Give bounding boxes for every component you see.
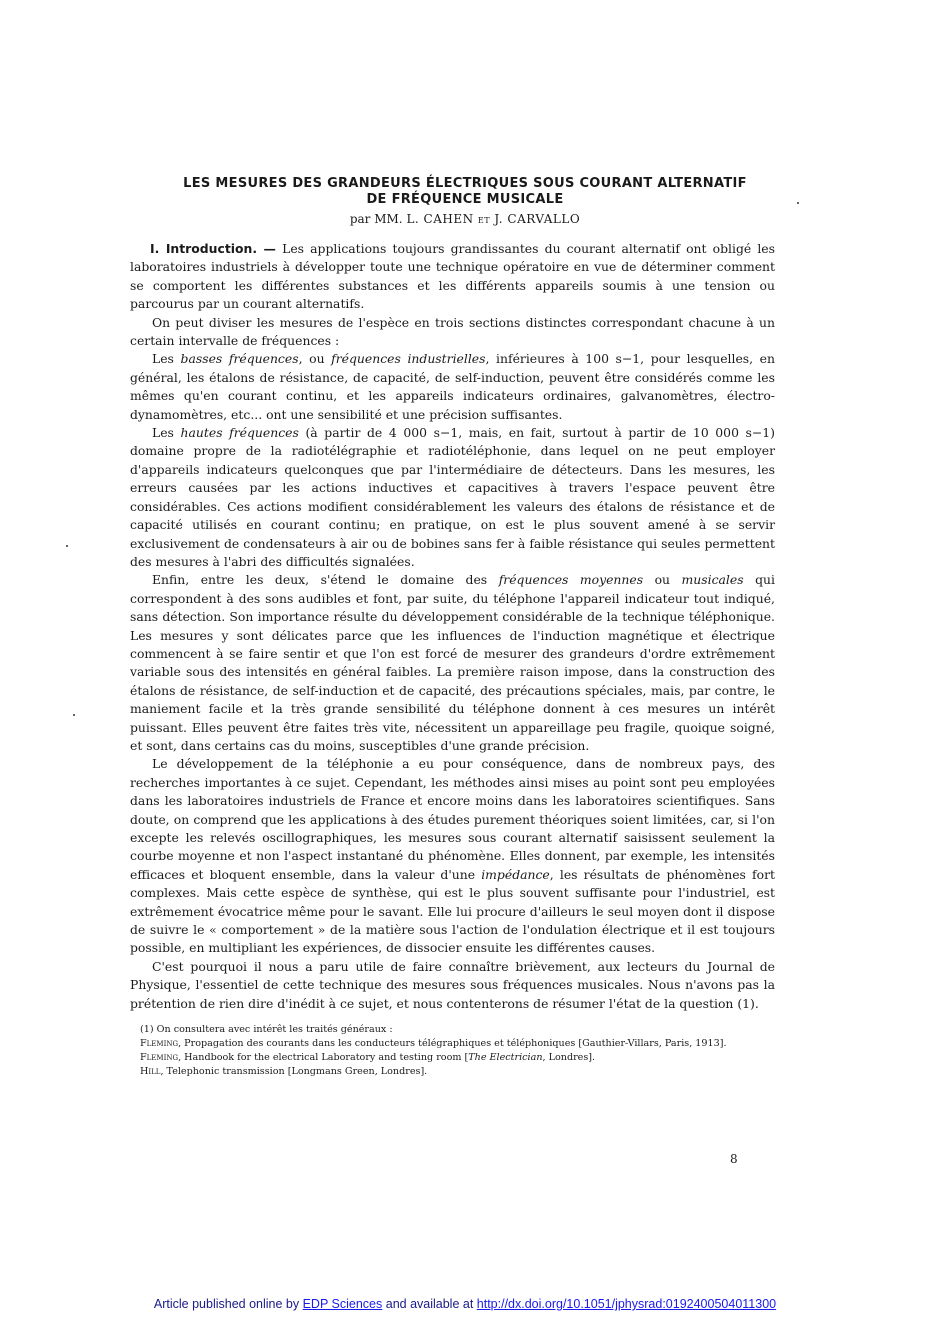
paragraph-4-text-b: (à partir de 4 000 s−1, mais, en fait, surtout à partir de 10 000 s−1) domaine propre de la radiotélégraphie et radiotéléphonie, dans lequel on ne peut employer d'appareils indicateurs quelconques que par l'intermédiaire de détecteurs. Dans les mesures, les erreurs causées par les actions inductives et capacitives à travers l'espace peuvent être considérables. Ces actions modifient considérablement les valeurs des étalons de résistance et de capacité utilisés en courant continu; en pratique, on est le plus souvent amené à se servir exclusivement de condensateurs à air ou de bobines sans fer à faible résistance qui seules permettent des mesures à l'abri des difficultés signalées. <box>130 425 776 569</box>
paragraph-3 <box>130 350 775 424</box>
section-heading: I. Introduction. — <box>150 241 276 256</box>
reference-text: , Propagation des courants dans les conducteurs télégraphiques et téléphoniques [Gauthier-Villars, Paris, 1913]. <box>178 1038 727 1050</box>
paragraph-6-text-a: Le développement de la téléphonie a eu pour conséquence, dans de nombreux pays, des recherches importantes à ce sujet. Cependant, les méthodes ainsi mises au point sont peu employées dans les laboratoires industriels de France et encore moins dans les laboratoires scientifiques. Sans doute, on comprend que les applications à des études purement théoriques soient limitées, car, si l'on excepte les relevés oscillographiques, les mesures sous courant alternatif saisissent seulement la courbe moyenne et non l'aspect instantané du phénomène. Elles donnent, par exemple, les intensités efficaces et bloquent ensemble, dans la valeur d'une <box>130 756 775 882</box>
footnote-reference-2 <box>130 1051 775 1065</box>
doi-link[interactable]: http://dx.doi.org/10.1051/jphysrad:0192400504011300 <box>476 1297 777 1311</box>
paragraph-introduction <box>130 240 775 314</box>
footer-text-middle: and available at <box>382 1297 477 1311</box>
reference-author: Hill <box>140 1066 161 1078</box>
paragraph-5-text-c: qui correspondent à des sons audibles et font, par suite, du téléphone l'appareil indicateur tout indiqué, sans détection. Son importance résulte du développement considérable de la technique téléphonique. Les mesures y sont délicates parce que les influences de l'induction magnétique et électrique commencent à se faire sentir et que l'on est forcé de mesurer des grandeurs d'ordre extrêmement variable sous des intensités en général faibles. La première raison impose, dans la construction des étalons de résistance, de self-induction et de capacité, des précautions spéciales, mais, par contre, le maniement facile et la très grande sensibilité du téléphone donnent à ces mesures un intérêt puissant. Elles peuvent être faites très vite, nécessitent un appareillage peu fragile, quoique soigné, et sont, dans certains cas du moins, susceptibles d'une grande précision. <box>130 572 775 753</box>
author-names: L. CAHEN et J. CARVALLO <box>406 212 581 226</box>
footnote-1: (1) On consultera avec intérêt les traités généraux : <box>140 1024 393 1036</box>
paragraph-5-italic-2: musicales <box>681 572 744 588</box>
reference-author: Fleming <box>140 1052 179 1064</box>
reference-author: Fleming <box>140 1038 179 1050</box>
publisher-footer <box>0 1297 930 1311</box>
paragraph-3-italic-1: basses fréquences <box>180 351 299 367</box>
paragraph-5-italic-1: fréquences moyennes <box>498 572 644 588</box>
article-body <box>130 240 775 1079</box>
scan-speck <box>73 714 75 716</box>
article-title-line-2: DE FRÉQUENCE MUSICALE <box>366 192 564 207</box>
scan-speck <box>797 202 799 204</box>
paragraph-4-text-a: Les <box>152 425 181 441</box>
paragraph-5-text-a: Enfin, entre les deux, s'étend le domaine des <box>152 572 499 588</box>
paragraph-3-text-a: Les <box>152 351 181 367</box>
paragraph-5 <box>130 571 775 755</box>
scan-speck <box>66 545 68 547</box>
article-title-line-1: LES MESURES DES GRANDEURS ÉLECTRIQUES SOUS COURANT ALTERNATIF <box>183 176 747 191</box>
paragraph-6-italic-1: impédance <box>481 866 550 882</box>
paragraph-3-text-b: , ou <box>298 351 332 367</box>
paragraph-2: On peut diviser les mesures de l'espèce en trois sections distinctes correspondant chacune à un certain intervalle de fréquences : <box>130 314 775 349</box>
page-number: 8 <box>730 1152 738 1166</box>
paragraph-6 <box>130 755 775 957</box>
reference-italic: The Electrician <box>468 1052 543 1064</box>
footnotes <box>130 1023 775 1079</box>
paragraph-4-italic-1: hautes fréquences <box>180 425 299 441</box>
paragraph-3-italic-2: fréquences industrielles <box>331 351 486 367</box>
footer-text-prefix: Article published online by <box>153 1297 303 1311</box>
reference-text-b: , Londres]. <box>542 1052 596 1064</box>
author-line <box>100 212 830 226</box>
paragraph-7: C'est pourquoi il nous a paru utile de faire connaître brièvement, aux lecteurs du Journal de Physique, l'essentiel de cette technique des mesures sous fréquences musicales. Nous n'avons pas la prétention de rien dire d'inédit à ce sujet, et nous contenterons de résumer l'état de la question (1). <box>130 958 775 1011</box>
paragraph-3-text-c: , inférieures à 100 s−1, pour lesquelles, en général, les étalons de résistance, de capacité, de self-induction, peuvent être considérés comme les mêmes qu'en courant continu, et les appareils indicateurs ordinaires, galvanomètres, électro-dynamomètres, etc... ont une sensibilité et une précision suffisantes. <box>130 351 775 422</box>
paragraph-1-text: Les applications toujours grandissantes du courant alternatif ont obligé les laboratoires industriels à développer toute une technique opératoire en vue de déterminer comment se comportent les différentes substances et les différents appareils soumis à une tension ou parcourus par un courant alternatifs. <box>130 241 775 312</box>
author-prefix: par MM. <box>349 212 403 226</box>
paragraph-5-text-b: ou <box>643 572 682 588</box>
edp-sciences-link[interactable]: EDP Sciences <box>302 1297 383 1311</box>
footnote-reference-3 <box>130 1065 775 1079</box>
reference-text-a: , Handbook for the electrical Laboratory and testing room [ <box>178 1052 469 1064</box>
reference-text: , Telephonic transmission [Longmans Green, Londres]. <box>160 1066 428 1078</box>
footnote-reference-1 <box>130 1037 775 1051</box>
paragraph-6-text-b: , les résultats de phénomènes fort complexes. Mais cette espèce de synthèse, qui est le plus souvent suffisante pour l'industriel, est extrêmement évocatrice même pour le savant. Elle lui procure d'ailleurs le seul moyen dont il dispose de suivre le « comportement » de la matière sous l'action de l'ondulation électrique et il est toujours possible, en multipliant les expériences, de dissocier ensuite les différentes causes. <box>130 866 775 956</box>
paragraph-4 <box>130 424 775 571</box>
